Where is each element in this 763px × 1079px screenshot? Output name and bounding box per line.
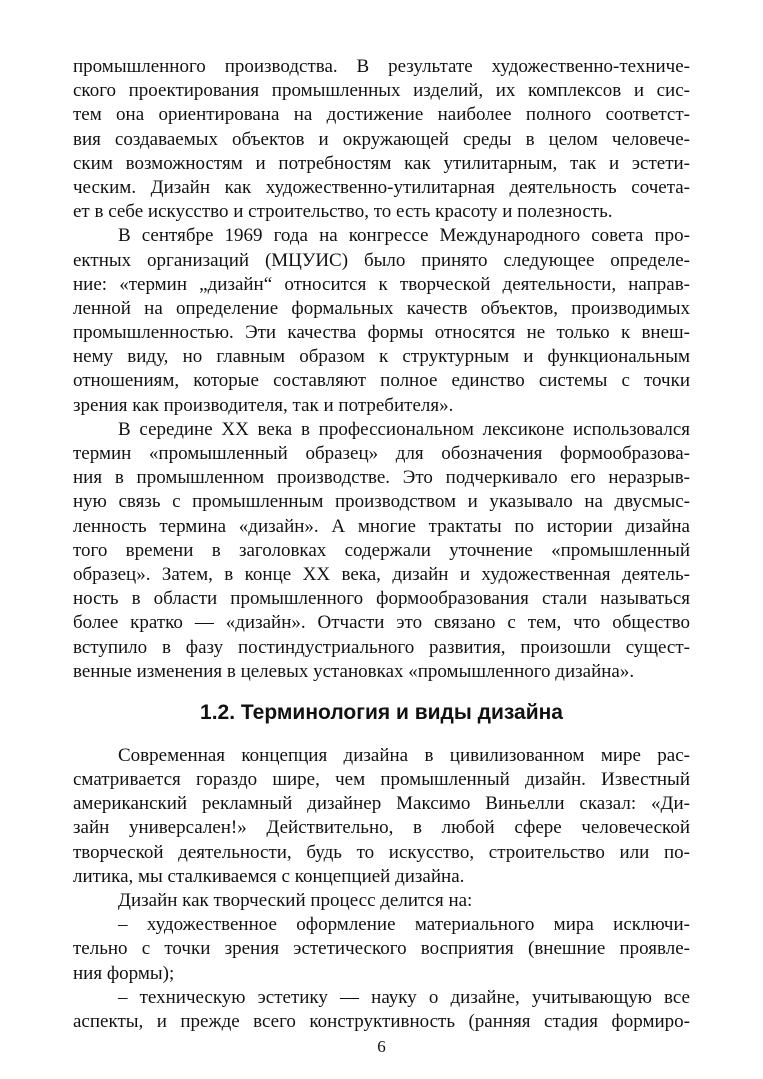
text-line: нему виду, но главным образом к структурным и функциональным <box>73 346 690 368</box>
text-line: зрения как производителя, так и потребителя». <box>73 394 454 416</box>
paragraph-5 <box>73 889 690 913</box>
text-line: Современная концепция дизайна в цивилизованном мире рас- <box>118 744 690 766</box>
text-line: зайн универсален!» Действительно, в любой сфере человеческой <box>73 817 690 839</box>
paragraph-2 <box>73 224 690 418</box>
text-line: литика, мы сталкиваемся с концепцией дизайна. <box>73 865 465 887</box>
list-item-1 <box>73 913 690 986</box>
text-line: того времени в заголовках содержали уточнение «промышленный <box>73 539 690 561</box>
text-line: отношениям, которые составляют полное единство системы с точки <box>73 370 690 392</box>
text-line: американский рекламный дизайнер Максимо Виньелли сказал: «Ди- <box>73 793 690 815</box>
text-line: – художественное оформление материального мира исключи- <box>118 914 690 936</box>
text-line: тем она ориентирована на достижение наиболее полного соответст- <box>73 104 690 126</box>
text-line: образец». Затем, в конце XX века, дизайн и художественная деятель- <box>73 563 690 585</box>
page-number: 6 <box>377 1037 386 1056</box>
text-line: ским возможностям и потребностям как утилитарным, так и эстети- <box>73 152 690 174</box>
text-line: ние: «термин „дизайн“ относится к творческой деятельности, направ- <box>73 273 690 295</box>
paragraph-4 <box>73 744 690 889</box>
text-line: Дизайн как творческий процесс делится на: <box>118 890 473 911</box>
text-line: ского проектирования промышленных изделий, их комплексов и сис- <box>73 80 690 102</box>
text-line: аспекты, и прежде всего конструктивность (ранняя стадия формиро- <box>73 1010 690 1032</box>
text-line: ную связь с промышленным производством и указывало на двусмыс- <box>73 491 690 513</box>
text-line: промышленностью. Эти качества формы относятся не только к внеш- <box>73 322 690 344</box>
text-line: вступило в фазу постиндустриального развития, произошли сущест- <box>73 636 690 658</box>
text-line: более кратко — «дизайн». Отчасти это связано с тем, что общество <box>73 612 690 634</box>
list-item-2 <box>73 986 690 1034</box>
text-line: тельно с точки зрения эстетического восприятия (внешние проявле- <box>73 938 690 960</box>
document-page <box>73 55 690 1034</box>
text-line: В середине XX века в профессиональном лексиконе использовался <box>118 418 690 440</box>
text-line: ленной на определение формальных качеств объектов, производимых <box>73 297 690 319</box>
text-line: ность в области промышленного формообразования стали называться <box>73 588 690 610</box>
text-line: промышленного производства. В результате художественно-техниче- <box>73 56 690 77</box>
text-line: – техническую эстетику — науку о дизайне, учитывающую все <box>118 986 690 1008</box>
text-line: ектных организаций (МЦУИС) было принято следующее определе- <box>73 249 690 271</box>
text-line: сматривается гораздо шире, чем промышленный дизайн. Известный <box>73 769 690 791</box>
text-line: термин «промышленный образец» для обозначения формообразова- <box>73 443 690 464</box>
text-line: ленность термина «дизайн». А многие трактаты по истории дизайна <box>73 515 690 537</box>
text-line: творческой деятельности, будь то искусство, строительство или по- <box>73 841 690 863</box>
section-heading: 1.2. Терминология и виды дизайна <box>200 700 563 724</box>
text-line: вия создаваемых объектов и окружающей среды в целом человече- <box>73 128 690 150</box>
paragraph-3 <box>73 418 690 684</box>
text-line: ния в промышленном производстве. Это подчеркивало его неразрыв- <box>73 467 690 489</box>
text-line: В сентябре 1969 года на конгрессе Международного совета про- <box>118 225 690 247</box>
text-line: ния формы); <box>73 962 175 984</box>
text-line: венные изменения в целевых установках «промышленного дизайна». <box>73 660 635 682</box>
text-line: ет в себе искусство и строительство, то есть красоту и полезность. <box>73 201 613 223</box>
text-line: ческим. Дизайн как художественно-утилитарная деятельность сочета- <box>73 176 690 198</box>
paragraph-1 <box>73 55 690 224</box>
